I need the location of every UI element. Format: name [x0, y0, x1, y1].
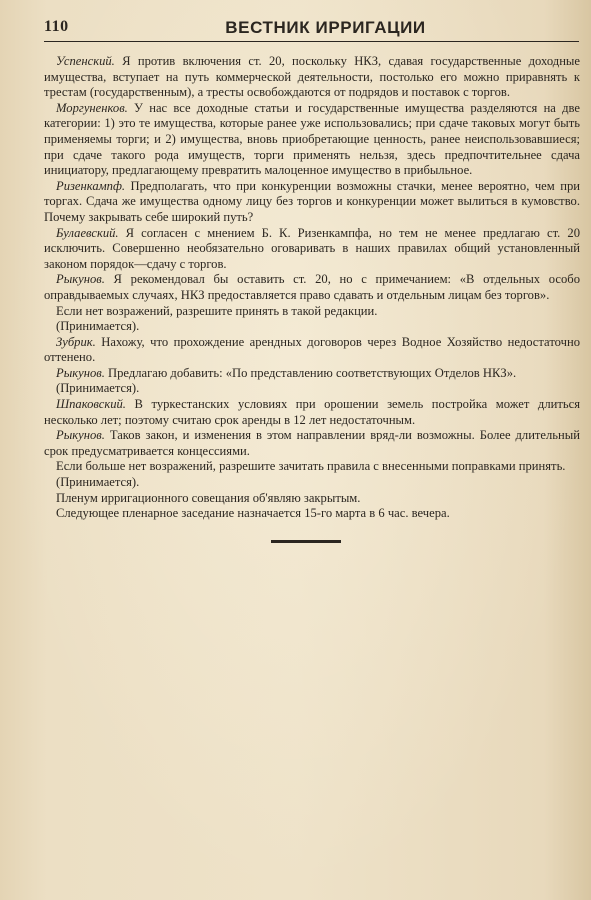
speaker-name: Рыкунов.: [56, 365, 105, 380]
paragraph: [44, 101, 580, 179]
paragraph-text: Если нет возражений, разрешите принять в такой редакции.: [56, 303, 378, 318]
paragraph: [44, 304, 580, 320]
paragraph: [44, 179, 580, 226]
header-rule: [44, 41, 579, 42]
paragraph: [44, 381, 580, 397]
speaker-name: Булаевский.: [56, 225, 119, 240]
speaker-name: Ризенкампф.: [56, 178, 126, 193]
paragraph-text: (Принимается).: [56, 319, 140, 334]
paragraph: [44, 475, 580, 491]
paragraph-text: Пленум ирригационного совещания об'являю закрытым.: [56, 490, 361, 505]
paragraph: [44, 226, 580, 273]
paragraph: [44, 491, 580, 507]
journal-title: ВЕСТНИК ИРРИГАЦИИ: [225, 18, 426, 37]
speaker-name: Моргуненков.: [56, 100, 128, 115]
paragraph: [44, 54, 580, 101]
paragraph: [44, 335, 580, 366]
paragraph: [44, 319, 580, 335]
paragraph-text: Я согласен с мнением Б. К. Ризенкампфа, но тем не менее предлагаю ст. 20 исключить. Совершенно необязательно оговаривать в наших правилах общий установленный законом порядок—сдачу с торгов.: [44, 225, 580, 271]
paragraph-text: Таков закон, и изменения в этом направлении вряд-ли возможны. Более длительный срок предусматривается концессиями.: [44, 428, 580, 458]
paragraph-text: Следующее пленарное заседание назначается 15-го марта в 6 час. вечера.: [56, 506, 450, 521]
speaker-name: Зубрик.: [56, 334, 96, 349]
paragraph: [44, 428, 580, 459]
paragraph-text: Предполагать, что при конкуренции возможны стачки, менее вероятно, чем при торгах. Сдача же имущества одному лицу без торгов и конкуренции может вылиться в кумовство. Почему закрывать себе широкий путь?: [44, 178, 580, 224]
speaker-name: Рыкунов.: [56, 272, 105, 287]
paragraph-text: В туркестанских условиях при орошении земель постройка может длиться несколько лет; поэтому считаю срок аренды в 12 лет недостаточным.: [44, 397, 580, 427]
paragraph-text: (Принимается).: [56, 381, 140, 396]
paragraph: [44, 397, 580, 428]
speaker-name: Рыкунов.: [56, 428, 105, 443]
paragraph: [44, 506, 580, 522]
paragraph-text: Я рекомендовал бы оставить ст. 20, но с примечанием: «В отдельных особо оправдываемых случаях, НКЗ предоставляется право сдавать и отдельным лицам без торгов».: [44, 272, 580, 302]
page-number: 110: [44, 18, 69, 35]
paragraph-text: Нахожу, что прохождение арендных договоров через Водное Хозяйство недостаточно оттенено.: [44, 334, 580, 365]
running-header: [44, 16, 579, 42]
paragraph-text: Я против включения ст. 20, поскольку НКЗ, сдавая государственные доходные имущества, вступает на путь коммерческой деятельности, постолько его можно приравнять к трестам (государственным), а тресты освобождаются от подрядов и поставок с торгов.: [44, 54, 580, 100]
paragraph: [44, 272, 580, 303]
paragraph: [44, 366, 580, 382]
paragraph: [44, 459, 580, 475]
body-text: [44, 54, 580, 522]
paragraph-text: У нас все доходные статьи и государственные имущества разделяются на две категории: 1) это те имущества, которые ранее уже использовались; при сдаче таковых могут быть применяемы торги; и 2) имущества, вновь приобретающие ценность, ранее неиспользовавшиеся; при сдаче такого рода имуществ, торги применять нельзя, здесь предпочтительнее сдача инициатору, предлагающему превратить малоценное имущество в прибыльное.: [44, 100, 580, 178]
paragraph-text: Предлагаю добавить: «По представлению соответствующих Отделов НКЗ».: [104, 365, 517, 380]
speaker-name: Успенский.: [56, 54, 115, 68]
paragraph-text: Если больше нет возражений, разрешите зачитать правила с внесенными поправками принять.: [56, 459, 566, 474]
speaker-name: Шпаковский.: [56, 397, 126, 412]
paragraph-text: (Принимается).: [56, 475, 140, 490]
end-of-article-rule: [271, 540, 341, 543]
